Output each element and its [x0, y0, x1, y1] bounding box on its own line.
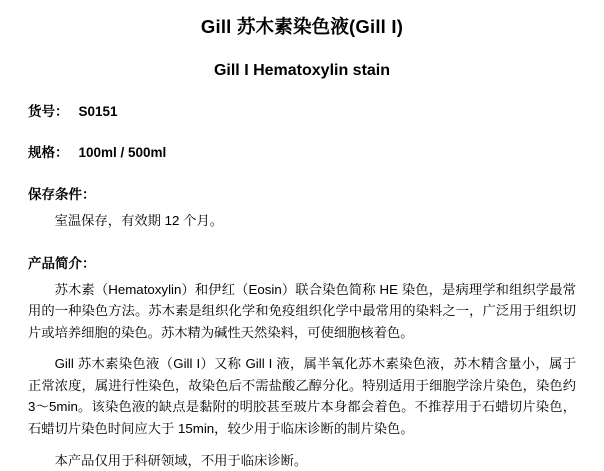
- field-specification-value: 100ml / 500ml: [78, 144, 167, 160]
- field-catalog-number-value: S0151: [78, 104, 118, 120]
- field-specification-label: 规格：: [28, 144, 69, 160]
- section-text-introduction-2: Gill 苏木素染色液（Gill I）又称 Gill I 液，属半氧化苏木素染色液，苏木精含量小，属于正常浓度，属进行性染色，故染色后不需盐酸乙醇分化。特别适用于细胞学涂片染色，染色约 3～5min。该染色液的缺点是黏附的明胶甚至玻片本身都会着色。不推荐用于石蜡切片染色，石蜡切片染色时间应大于 15min，较少用于临床诊断的制片染色。: [28, 356, 576, 436]
- section-text-introduction-3: 本产品仅用于科研领域，不用于临床诊断。: [54, 452, 308, 468]
- document-page: [0, 14, 604, 468]
- field-catalog-number: [28, 102, 576, 122]
- section-text-introduction-1: 苏木素（Hematoxylin）和伊红（Eosin）联合染色简称 HE 染色，是病理学和组织学最常用的一种染色方法。苏木素是组织化学和免疫组织化学中最常用的染料之一，广泛用于组织切片或培养细胞的染色。苏木精为碱性天然染料，可使细胞核着色。: [28, 281, 576, 340]
- section-heading-introduction: 产品简介：: [28, 255, 96, 271]
- field-specification: [28, 143, 576, 163]
- section-heading-storage: 保存条件：: [28, 186, 96, 202]
- page-subtitle: Gill I Hematoxylin stain: [213, 61, 391, 79]
- page-title: Gill 苏木素染色液(Gill I): [200, 16, 404, 37]
- field-catalog-number-label: 货号：: [28, 104, 69, 120]
- section-text-storage: 室温保存，有效期 12 个月。: [54, 213, 224, 229]
